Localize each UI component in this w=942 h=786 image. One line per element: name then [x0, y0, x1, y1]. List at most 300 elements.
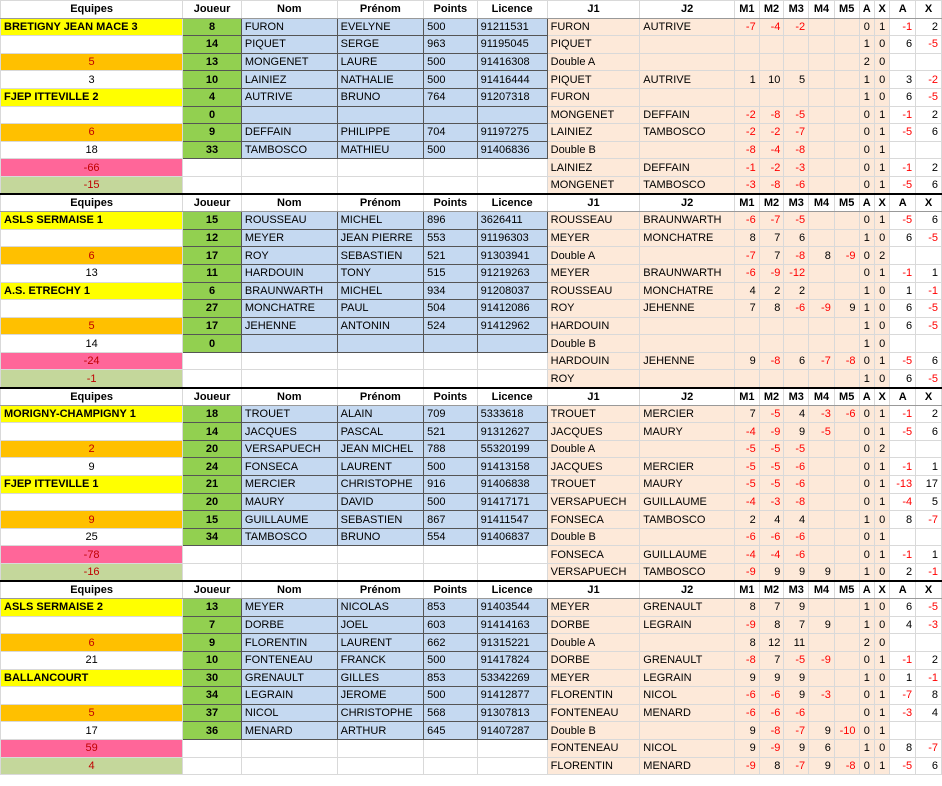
player-number[interactable]: 7	[183, 616, 242, 634]
set-diff[interactable]: 6	[890, 370, 916, 388]
player-points[interactable]: 500	[424, 53, 478, 71]
set-score[interactable]: -2	[734, 106, 759, 124]
match-won[interactable]: 0	[859, 159, 874, 177]
match-won[interactable]: 0	[859, 176, 874, 194]
set-score[interactable]	[784, 36, 809, 54]
player-first-name[interactable]: SEBASTIEN	[337, 511, 423, 529]
set-score[interactable]	[809, 141, 835, 159]
match-player-1[interactable]: FLORENTIN	[547, 687, 640, 705]
set-score[interactable]	[759, 335, 784, 353]
match-lost[interactable]: 1	[874, 124, 889, 142]
set-diff[interactable]	[890, 440, 916, 458]
set-score[interactable]: -7	[759, 212, 784, 230]
set-score[interactable]	[834, 634, 859, 652]
set-score[interactable]	[834, 176, 859, 194]
player-licence[interactable]: 5333618	[477, 405, 547, 423]
player-points[interactable]: 934	[424, 282, 478, 300]
team-score-cell[interactable]: 6	[1, 634, 183, 652]
set-score[interactable]: -5	[734, 458, 759, 476]
set-score[interactable]: 7	[759, 599, 784, 617]
set-diff[interactable]: -5	[916, 229, 942, 247]
player-licence[interactable]: 55320199	[477, 440, 547, 458]
match-player-1[interactable]: MEYER	[547, 669, 640, 687]
match-won[interactable]: 0	[859, 757, 874, 775]
player-last-name[interactable]: MAURY	[241, 493, 337, 511]
set-diff[interactable]: -3	[916, 616, 942, 634]
set-score[interactable]: 9	[784, 739, 809, 757]
set-score[interactable]: -3	[784, 159, 809, 177]
match-player-1[interactable]: Double A	[547, 247, 640, 265]
set-score[interactable]: 9	[784, 687, 809, 705]
player-points[interactable]: 500	[424, 18, 478, 36]
set-diff[interactable]: 2	[916, 405, 942, 423]
set-diff[interactable]: 2	[916, 159, 942, 177]
match-player-2[interactable]: BRAUNWARTH	[640, 212, 735, 230]
player-licence[interactable]: 91211531	[477, 18, 547, 36]
match-player-1[interactable]: MONGENET	[547, 176, 640, 194]
set-diff[interactable]: -1	[890, 546, 916, 564]
set-diff[interactable]: -1	[890, 651, 916, 669]
set-score[interactable]: 9	[784, 564, 809, 582]
empty-cell[interactable]	[424, 757, 478, 775]
set-score[interactable]: -8	[759, 106, 784, 124]
set-score[interactable]	[809, 71, 835, 89]
player-last-name[interactable]: MEYER	[241, 229, 337, 247]
set-diff[interactable]	[916, 722, 942, 740]
set-diff[interactable]: -5	[890, 423, 916, 441]
player-first-name[interactable]: PHILIPPE	[337, 124, 423, 142]
player-licence[interactable]: 53342269	[477, 669, 547, 687]
player-licence[interactable]: 91406836	[477, 141, 547, 159]
match-player-2[interactable]	[640, 53, 735, 71]
empty-cell[interactable]	[183, 176, 242, 194]
empty-cell[interactable]	[337, 757, 423, 775]
player-last-name[interactable]: TROUET	[241, 405, 337, 423]
set-score[interactable]	[834, 493, 859, 511]
match-player-2[interactable]: JEHENNE	[640, 352, 735, 370]
match-lost[interactable]: 0	[874, 300, 889, 318]
set-score[interactable]	[834, 159, 859, 177]
set-score[interactable]	[834, 704, 859, 722]
team-score-cell[interactable]: 9	[1, 458, 183, 476]
set-diff[interactable]: -1	[890, 159, 916, 177]
set-score[interactable]: 7	[734, 300, 759, 318]
player-licence[interactable]: 91315221	[477, 634, 547, 652]
set-diff[interactable]: 6	[890, 599, 916, 617]
set-score[interactable]: 8	[759, 757, 784, 775]
set-score[interactable]	[834, 739, 859, 757]
match-player-2[interactable]	[640, 335, 735, 353]
empty-cell[interactable]	[477, 564, 547, 582]
match-won[interactable]: 1	[859, 669, 874, 687]
match-lost[interactable]: 1	[874, 528, 889, 546]
set-score[interactable]: 6	[784, 352, 809, 370]
player-points[interactable]: 645	[424, 722, 478, 740]
match-won[interactable]: 0	[859, 141, 874, 159]
set-score[interactable]	[734, 53, 759, 71]
empty-cell[interactable]	[183, 757, 242, 775]
match-won[interactable]: 0	[859, 440, 874, 458]
player-first-name[interactable]: ARTHUR	[337, 722, 423, 740]
set-diff[interactable]: -13	[890, 476, 916, 494]
set-score[interactable]: 9	[734, 352, 759, 370]
set-score[interactable]	[809, 88, 835, 106]
set-score[interactable]: -5	[759, 458, 784, 476]
match-player-1[interactable]: TROUET	[547, 476, 640, 494]
player-last-name[interactable]: GRENAULT	[241, 669, 337, 687]
set-score[interactable]: -6	[759, 704, 784, 722]
player-points[interactable]: 916	[424, 476, 478, 494]
player-points[interactable]: 704	[424, 124, 478, 142]
match-player-1[interactable]: PIQUET	[547, 36, 640, 54]
player-first-name[interactable]: NICOLAS	[337, 599, 423, 617]
player-number[interactable]: 0	[183, 106, 242, 124]
match-player-2[interactable]	[640, 36, 735, 54]
empty-cell[interactable]	[241, 757, 337, 775]
match-lost[interactable]: 1	[874, 423, 889, 441]
match-won[interactable]: 1	[859, 335, 874, 353]
team-score-cell[interactable]: 9	[1, 511, 183, 529]
set-score[interactable]	[834, 229, 859, 247]
set-score[interactable]	[834, 317, 859, 335]
set-score[interactable]: 7	[734, 405, 759, 423]
player-last-name[interactable]: MONCHATRE	[241, 300, 337, 318]
match-won[interactable]: 1	[859, 36, 874, 54]
match-player-2[interactable]: MENARD	[640, 757, 735, 775]
match-won[interactable]: 1	[859, 511, 874, 529]
player-first-name[interactable]: FRANCK	[337, 651, 423, 669]
match-lost[interactable]: 0	[874, 282, 889, 300]
set-score[interactable]	[809, 212, 835, 230]
set-score[interactable]	[834, 476, 859, 494]
match-lost[interactable]: 1	[874, 458, 889, 476]
player-licence[interactable]: 91417824	[477, 651, 547, 669]
player-first-name[interactable]: NATHALIE	[337, 71, 423, 89]
player-number[interactable]: 21	[183, 476, 242, 494]
player-last-name[interactable]: JACQUES	[241, 423, 337, 441]
set-diff[interactable]: -5	[916, 36, 942, 54]
team-score-cell[interactable]: -16	[1, 564, 183, 582]
set-diff[interactable]: -1	[890, 264, 916, 282]
set-score[interactable]: -8	[734, 651, 759, 669]
match-player-1[interactable]: HARDOUIN	[547, 317, 640, 335]
set-score[interactable]	[834, 458, 859, 476]
set-score[interactable]: -5	[759, 440, 784, 458]
set-diff[interactable]: 4	[916, 704, 942, 722]
match-player-1[interactable]: MEYER	[547, 599, 640, 617]
match-player-2[interactable]: MERCIER	[640, 405, 735, 423]
match-lost[interactable]: 0	[874, 229, 889, 247]
match-lost[interactable]: 1	[874, 546, 889, 564]
set-score[interactable]	[809, 528, 835, 546]
player-last-name[interactable]: NICOL	[241, 704, 337, 722]
player-first-name[interactable]	[337, 335, 423, 353]
player-points[interactable]: 500	[424, 493, 478, 511]
player-first-name[interactable]: MICHEL	[337, 212, 423, 230]
empty-cell[interactable]	[477, 370, 547, 388]
match-lost[interactable]: 1	[874, 352, 889, 370]
set-score[interactable]: 4	[734, 282, 759, 300]
set-score[interactable]	[809, 317, 835, 335]
team-score-cell[interactable]	[1, 687, 183, 705]
match-player-1[interactable]: ROY	[547, 300, 640, 318]
player-points[interactable]: 568	[424, 704, 478, 722]
set-diff[interactable]	[916, 141, 942, 159]
set-diff[interactable]: -5	[890, 757, 916, 775]
set-score[interactable]: 9	[734, 669, 759, 687]
set-score[interactable]: -5	[784, 651, 809, 669]
match-won[interactable]: 2	[859, 53, 874, 71]
player-number[interactable]: 8	[183, 18, 242, 36]
set-score[interactable]	[834, 528, 859, 546]
empty-cell[interactable]	[337, 370, 423, 388]
set-diff[interactable]: -5	[890, 124, 916, 142]
set-score[interactable]	[834, 687, 859, 705]
player-first-name[interactable]: SERGE	[337, 36, 423, 54]
player-number[interactable]: 37	[183, 704, 242, 722]
empty-cell[interactable]	[241, 739, 337, 757]
match-won[interactable]: 0	[859, 124, 874, 142]
set-diff[interactable]: -1	[916, 564, 942, 582]
set-score[interactable]: -7	[734, 247, 759, 265]
set-score[interactable]: -8	[759, 176, 784, 194]
set-score[interactable]	[834, 564, 859, 582]
player-last-name[interactable]: GUILLAUME	[241, 511, 337, 529]
set-diff[interactable]: -7	[916, 739, 942, 757]
player-licence[interactable]: 91406838	[477, 476, 547, 494]
team-score-cell[interactable]: 3	[1, 71, 183, 89]
player-last-name[interactable]: JEHENNE	[241, 317, 337, 335]
set-score[interactable]: -6	[784, 704, 809, 722]
player-first-name[interactable]: DAVID	[337, 493, 423, 511]
empty-cell[interactable]	[477, 159, 547, 177]
set-score[interactable]	[784, 53, 809, 71]
set-score[interactable]: 4	[784, 405, 809, 423]
team-name[interactable]: A.S. ETRECHY 1	[1, 282, 183, 300]
player-first-name[interactable]: ALAIN	[337, 405, 423, 423]
player-licence[interactable]: 91403544	[477, 599, 547, 617]
match-player-1[interactable]: DORBE	[547, 616, 640, 634]
set-diff[interactable]	[890, 247, 916, 265]
set-score[interactable]: -9	[734, 616, 759, 634]
set-score[interactable]: 1	[734, 71, 759, 89]
set-score[interactable]: -6	[784, 458, 809, 476]
set-diff[interactable]	[890, 141, 916, 159]
player-last-name[interactable]: MERCIER	[241, 476, 337, 494]
set-score[interactable]	[759, 88, 784, 106]
player-number[interactable]: 15	[183, 511, 242, 529]
set-score[interactable]: -6	[784, 176, 809, 194]
player-last-name[interactable]: FURON	[241, 18, 337, 36]
set-score[interactable]: -7	[734, 18, 759, 36]
set-score[interactable]: 9	[809, 757, 835, 775]
set-diff[interactable]: -1	[890, 405, 916, 423]
set-score[interactable]: 2	[784, 282, 809, 300]
player-first-name[interactable]	[337, 106, 423, 124]
set-diff[interactable]	[916, 247, 942, 265]
player-number[interactable]: 12	[183, 229, 242, 247]
match-lost[interactable]: 0	[874, 669, 889, 687]
player-last-name[interactable]: FLORENTIN	[241, 634, 337, 652]
set-diff[interactable]: 2	[890, 564, 916, 582]
empty-cell[interactable]	[424, 564, 478, 582]
set-diff[interactable]: 8	[890, 511, 916, 529]
set-score[interactable]	[834, 616, 859, 634]
set-score[interactable]: -5	[734, 440, 759, 458]
player-number[interactable]: 9	[183, 634, 242, 652]
set-diff[interactable]: 6	[916, 352, 942, 370]
team-score-cell[interactable]: -15	[1, 176, 183, 194]
set-diff[interactable]: 2	[916, 18, 942, 36]
empty-cell[interactable]	[337, 352, 423, 370]
set-score[interactable]: -9	[809, 300, 835, 318]
match-won[interactable]: 0	[859, 264, 874, 282]
set-score[interactable]	[834, 370, 859, 388]
set-score[interactable]: 9	[809, 616, 835, 634]
match-player-1[interactable]: MONGENET	[547, 106, 640, 124]
set-score[interactable]: -7	[784, 722, 809, 740]
set-diff[interactable]: 6	[916, 212, 942, 230]
player-first-name[interactable]: PAUL	[337, 300, 423, 318]
set-score[interactable]: -9	[734, 757, 759, 775]
match-lost[interactable]: 0	[874, 36, 889, 54]
set-diff[interactable]: -3	[890, 704, 916, 722]
player-licence[interactable]: 91412086	[477, 300, 547, 318]
player-number[interactable]: 10	[183, 651, 242, 669]
set-score[interactable]	[809, 440, 835, 458]
set-score[interactable]	[834, 511, 859, 529]
set-score[interactable]	[809, 476, 835, 494]
set-score[interactable]: -8	[759, 722, 784, 740]
match-lost[interactable]: 1	[874, 757, 889, 775]
player-licence[interactable]	[477, 335, 547, 353]
player-licence[interactable]: 91412877	[477, 687, 547, 705]
player-last-name[interactable]: PIQUET	[241, 36, 337, 54]
set-diff[interactable]: -5	[890, 352, 916, 370]
match-player-2[interactable]	[640, 370, 735, 388]
team-score-cell[interactable]	[1, 229, 183, 247]
match-player-2[interactable]: MENARD	[640, 704, 735, 722]
player-last-name[interactable]: TAMBOSCO	[241, 141, 337, 159]
team-score-cell[interactable]: 6	[1, 124, 183, 142]
match-lost[interactable]: 0	[874, 317, 889, 335]
player-licence[interactable]: 3626411	[477, 212, 547, 230]
match-player-2[interactable]: TAMBOSCO	[640, 564, 735, 582]
match-player-1[interactable]: FLORENTIN	[547, 757, 640, 775]
set-score[interactable]	[809, 106, 835, 124]
player-last-name[interactable]: MONGENET	[241, 53, 337, 71]
set-score[interactable]: 9	[734, 739, 759, 757]
set-score[interactable]	[809, 335, 835, 353]
team-score-cell[interactable]: 5	[1, 317, 183, 335]
match-player-2[interactable]	[640, 88, 735, 106]
set-score[interactable]: 9	[784, 423, 809, 441]
set-score[interactable]: -5	[784, 106, 809, 124]
player-first-name[interactable]: MICHEL	[337, 282, 423, 300]
empty-cell[interactable]	[183, 739, 242, 757]
match-player-1[interactable]: JACQUES	[547, 458, 640, 476]
team-name[interactable]: ASLS SERMAISE 1	[1, 212, 183, 230]
set-score[interactable]	[734, 88, 759, 106]
set-score[interactable]: 12	[759, 634, 784, 652]
set-score[interactable]: -8	[784, 141, 809, 159]
set-score[interactable]: 9	[734, 722, 759, 740]
set-score[interactable]: -8	[784, 493, 809, 511]
player-licence[interactable]: 91312627	[477, 423, 547, 441]
match-won[interactable]: 0	[859, 476, 874, 494]
player-points[interactable]: 554	[424, 528, 478, 546]
set-score[interactable]	[834, 212, 859, 230]
set-score[interactable]: -5	[784, 440, 809, 458]
match-lost[interactable]: 1	[874, 476, 889, 494]
match-player-1[interactable]: Double A	[547, 53, 640, 71]
player-number[interactable]: 14	[183, 423, 242, 441]
player-points[interactable]: 709	[424, 405, 478, 423]
match-won[interactable]: 1	[859, 300, 874, 318]
set-score[interactable]	[834, 264, 859, 282]
player-points[interactable]: 500	[424, 687, 478, 705]
match-won[interactable]: 0	[859, 704, 874, 722]
player-last-name[interactable]: MENARD	[241, 722, 337, 740]
match-player-2[interactable]: MAURY	[640, 423, 735, 441]
empty-cell[interactable]	[477, 757, 547, 775]
empty-cell[interactable]	[337, 176, 423, 194]
set-score[interactable]	[809, 176, 835, 194]
player-first-name[interactable]: GILLES	[337, 669, 423, 687]
set-score[interactable]: 9	[759, 564, 784, 582]
set-score[interactable]	[809, 458, 835, 476]
match-player-1[interactable]: HARDOUIN	[547, 352, 640, 370]
player-first-name[interactable]: BRUNO	[337, 528, 423, 546]
empty-cell[interactable]	[183, 352, 242, 370]
team-score-cell[interactable]: -24	[1, 352, 183, 370]
player-points[interactable]: 662	[424, 634, 478, 652]
set-score[interactable]	[809, 704, 835, 722]
set-score[interactable]	[809, 53, 835, 71]
match-won[interactable]: 0	[859, 687, 874, 705]
match-lost[interactable]: 1	[874, 651, 889, 669]
match-player-2[interactable]: JEHENNE	[640, 300, 735, 318]
team-score-cell[interactable]	[1, 300, 183, 318]
match-player-1[interactable]: Double B	[547, 335, 640, 353]
set-score[interactable]: 2	[759, 282, 784, 300]
set-score[interactable]	[809, 599, 835, 617]
player-points[interactable]: 504	[424, 300, 478, 318]
set-diff[interactable]: 6	[916, 176, 942, 194]
set-score[interactable]: -5	[809, 423, 835, 441]
set-diff[interactable]: 4	[890, 616, 916, 634]
match-player-1[interactable]: Double B	[547, 528, 640, 546]
match-won[interactable]: 0	[859, 106, 874, 124]
set-score[interactable]	[809, 546, 835, 564]
set-score[interactable]	[784, 88, 809, 106]
match-player-2[interactable]: MAURY	[640, 476, 735, 494]
player-points[interactable]: 896	[424, 212, 478, 230]
match-player-2[interactable]: GRENAULT	[640, 599, 735, 617]
set-score[interactable]	[734, 317, 759, 335]
empty-cell[interactable]	[337, 564, 423, 582]
player-licence[interactable]: 91412962	[477, 317, 547, 335]
match-lost[interactable]: 0	[874, 739, 889, 757]
player-number[interactable]: 24	[183, 458, 242, 476]
empty-cell[interactable]	[477, 739, 547, 757]
match-lost[interactable]: 0	[874, 88, 889, 106]
player-points[interactable]: 853	[424, 599, 478, 617]
match-player-1[interactable]: ROUSSEAU	[547, 282, 640, 300]
match-won[interactable]: 1	[859, 282, 874, 300]
match-lost[interactable]: 0	[874, 616, 889, 634]
set-score[interactable]: -8	[834, 757, 859, 775]
